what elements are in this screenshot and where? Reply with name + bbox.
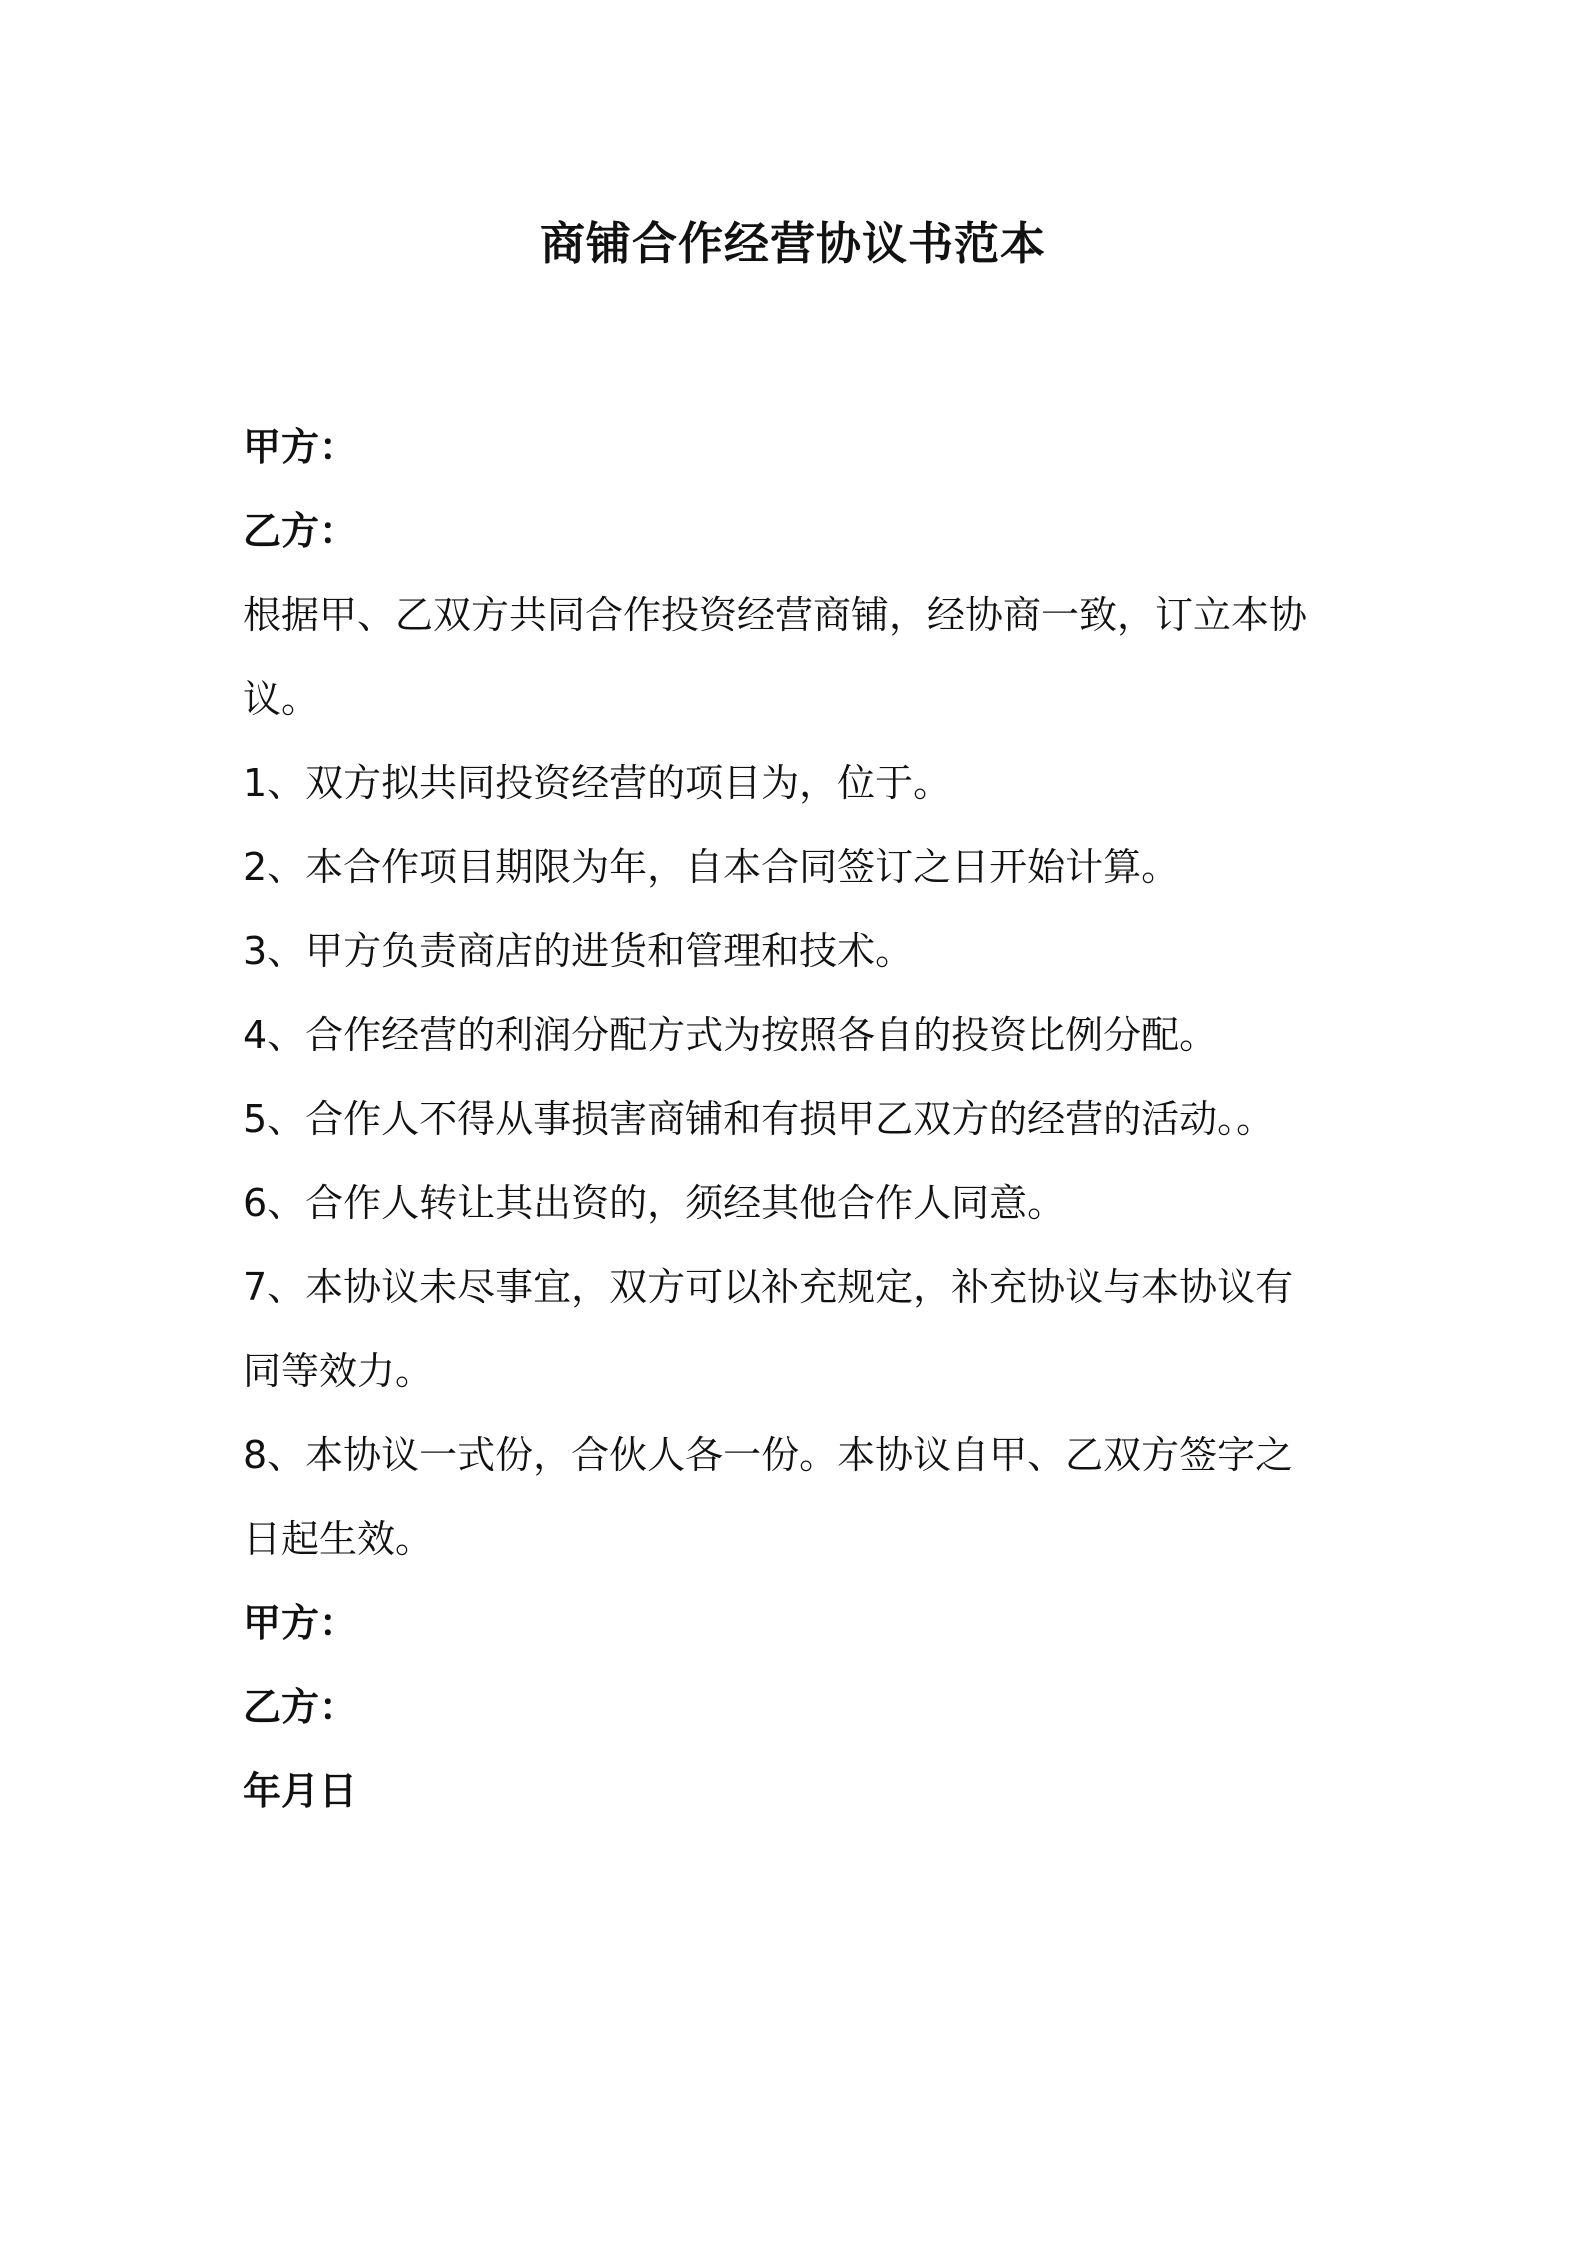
document-body <box>243 405 1355 1833</box>
clause-5: 5、合作人不得从事损害商铺和有损甲乙双方的经营的活动。。 <box>243 1097 1275 1141</box>
document-title: 商铺合作经营协议书范本 <box>539 217 1046 270</box>
clause-7-line-1: 7、本协议未尽事宜，双方可以补充规定，补充协议与本协议有 <box>243 1265 1294 1309</box>
signature-party-a: 甲方： <box>243 1601 358 1645</box>
clause-1: 1、双方拟共同投资经营的项目为，位于。 <box>243 761 952 805</box>
clause-8-line-1: 8、本协议一式份，合伙人各一份。本协议自甲、乙双方签字之 <box>243 1433 1294 1477</box>
clause-2: 2、本合作项目期限为年，自本合同签订之日开始计算。 <box>243 845 1180 889</box>
clause-6: 6、合作人转让其出资的，须经其他合作人同意。 <box>243 1181 1066 1225</box>
clause-8-line-2: 日起生效。 <box>243 1517 434 1561</box>
party-b-label: 乙方： <box>243 509 358 553</box>
clause-4: 4、合作经营的利润分配方式为按照各自的投资比例分配。 <box>243 1013 1218 1057</box>
signature-date: 年月日 <box>243 1769 358 1813</box>
party-a-label: 甲方： <box>243 425 358 469</box>
intro-line-2: 议。 <box>243 677 320 721</box>
intro-line-1: 根据甲、乙双方共同合作投资经营商铺，经协商一致，订立本协 <box>243 593 1308 637</box>
clause-7-line-2: 同等效力。 <box>243 1349 434 1393</box>
signature-party-b: 乙方： <box>243 1685 358 1729</box>
clause-3: 3、甲方负责商店的进货和管理和技术。 <box>243 929 914 973</box>
